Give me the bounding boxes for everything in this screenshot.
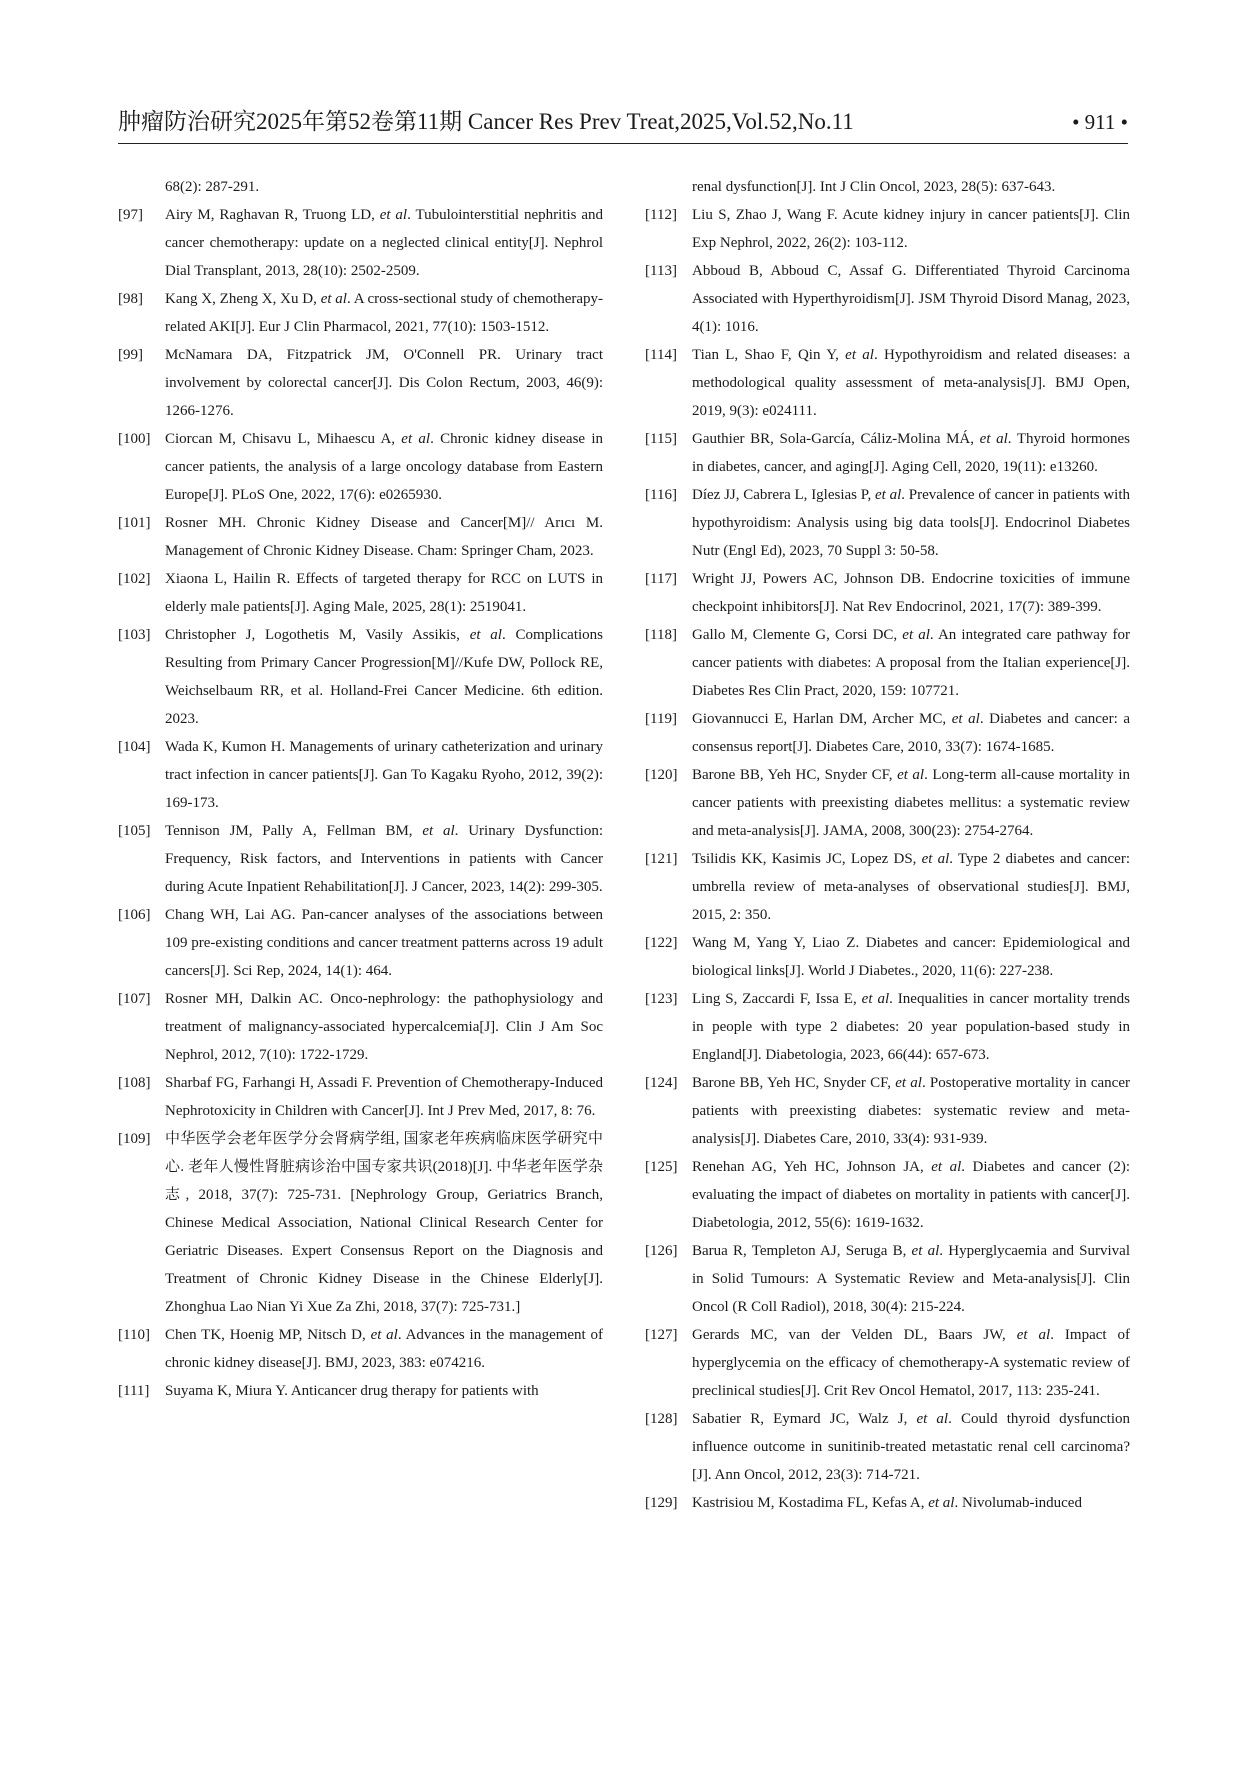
et-al-italic: et al <box>469 627 502 643</box>
reference-number: [109] <box>118 1131 151 1147</box>
reference-number: [128] <box>645 1411 678 1427</box>
reference-authors: Rosner MH, Dalkin AC. Onco-nephrology: the pathophysiology and treatment of malignancy-associated hypercalcemia[J]. Clin J Am Soc Nephrol, 2012, 7(10): 1722-1729. <box>165 991 603 1063</box>
reference-text <box>165 1321 603 1377</box>
reference-number: [124] <box>645 1075 678 1091</box>
et-al-italic: et al <box>931 1159 962 1175</box>
reference-authors: Sharbaf FG, Farhangi H, Assadi F. Prevention of Chemotherapy-Induced Nephrotoxicity in Children with Cancer[J]. Int J Prev Med, 2017, 8: 76. <box>165 1075 603 1119</box>
reference-entry <box>645 985 1130 1069</box>
reference-entry <box>645 481 1130 565</box>
reference-entry <box>118 425 603 509</box>
reference-authors: Chen TK, Hoenig MP, Nitsch D, <box>165 1327 371 1343</box>
running-header <box>118 107 1128 144</box>
reference-authors: Wada K, Kumon H. Managements of urinary catheterization and urinary tract infection in cancer patients[J]. Gan To Kagaku Ryoho, 2012, 39(2): 169-173. <box>165 739 603 811</box>
reference-authors: Ciorcan M, Chisavu L, Mihaescu A, <box>165 431 402 447</box>
et-al-italic: et al <box>928 1495 955 1511</box>
reference-authors: McNamara DA, Fitzpatrick JM, O'Connell PR. Urinary tract involvement by colorectal cancer[J]. Dis Colon Rectum, 2003, 46(9): 1266-1276. <box>165 347 603 419</box>
reference-number: [116] <box>645 487 677 503</box>
reference-text <box>692 929 1130 985</box>
reference-number: [115] <box>645 431 677 447</box>
et-al-italic: et al <box>921 851 950 867</box>
reference-number: [117] <box>645 571 677 587</box>
reference-details: . Chronic kidney disease in cancer patients, the analysis of a large oncology database from Eastern Europe[J]. PLoS One, 2022, 17(6): e0265930. <box>165 431 603 503</box>
reference-details: . Advances in the management of chronic kidney disease[J]. BMJ, 2023, 383: e074216. <box>165 1327 604 1371</box>
reference-authors: Wang M, Yang Y, Liao Z. Diabetes and cancer: Epidemiological and biological links[J]. World J Diabetes., 2020, 11(6): 227-238. <box>692 935 1130 979</box>
reference-authors: Gerards MC, van der Velden DL, Baars JW, <box>692 1327 1017 1343</box>
et-al-italic: et al <box>951 711 980 727</box>
reference-entry <box>118 1377 603 1405</box>
reference-details: . Diabetes and cancer (2): evaluating the impact of diabetes on mortality in patients with cancer[J]. Diabetologia, 2012, 55(6): 1619-1632. <box>692 1159 1131 1231</box>
reference-text <box>165 985 603 1069</box>
reference-authors: Rosner MH. Chronic Kidney Disease and Cancer[M]// Arıcı M. Management of Chronic Kidney Disease. Cham: Springer Cham, 2023. <box>165 515 603 559</box>
et-al-italic: et al <box>902 627 930 643</box>
reference-authors: Díez JJ, Cabrera L, Iglesias P, <box>692 487 875 503</box>
reference-details: . Complications Resulting from Primary Cancer Progression[M]//Kufe DW, Pollock RE, Weichselbaum RR, et al. Holland-Frei Cancer Medicine. 6th edition. 2023. <box>165 627 603 727</box>
reference-authors: Chang WH, Lai AG. Pan-cancer analyses of the associations between 109 pre-existing conditions and cancer treatment patterns across 19 adult cancers[J]. Sci Rep, 2024, 14(1): 464. <box>165 907 603 979</box>
reference-number: [111] <box>118 1383 150 1399</box>
reference-number: [126] <box>645 1243 678 1259</box>
reference-details: . Inequalities in cancer mortality trends in people with type 2 diabetes: 20 year population-based study in England[J]. Diabetologia, 2023, 66(44): 657-673. <box>692 991 1130 1063</box>
et-al-italic: et al <box>861 991 890 1007</box>
reference-details: . Thyroid hormones in diabetes, cancer, and aging[J]. Aging Cell, 2020, 19(11): e13260. <box>692 431 1130 475</box>
reference-text <box>692 985 1130 1069</box>
reference-text <box>165 1069 603 1125</box>
reference-details: . Could thyroid dysfunction influence outcome in sunitinib-treated metastatic renal cell carcinoma?[J]. Ann Oncol, 2012, 23(3): 714-721. <box>692 1411 1131 1483</box>
reference-entry <box>118 733 603 817</box>
et-al-italic: et al <box>379 207 408 223</box>
reference-details: . Impact of hyperglycemia on the efficacy of chemotherapy-A systematic review of preclinical studies[J]. Crit Rev Oncol Hematol, 2017, 113: 235-241. <box>692 1327 1131 1399</box>
reference-text <box>692 1069 1130 1153</box>
reference-entry <box>118 985 603 1069</box>
reference-entry <box>645 565 1130 621</box>
reference-number: [114] <box>645 347 677 363</box>
reference-text <box>692 845 1130 929</box>
reference-authors: Kastrisiou M, Kostadima FL, Kefas A, <box>692 1495 929 1511</box>
et-al-italic: et al <box>979 431 1008 447</box>
reference-text <box>165 201 603 285</box>
reference-authors: Tsilidis KK, Kasimis JC, Lopez DS, <box>692 851 922 867</box>
reference-text <box>165 901 603 985</box>
reference-authors: Suyama K, Miura Y. Anticancer drug therapy for patients with <box>165 1383 539 1399</box>
reference-text <box>165 509 603 565</box>
reference-authors: Liu S, Zhao J, Wang F. Acute kidney injury in cancer patients[J]. Clin Exp Nephrol, 2022, 26(2): 103-112. <box>692 207 1130 251</box>
et-al-italic: et al <box>897 767 925 783</box>
reference-details: . Hypothyroidism and related diseases: a methodological quality assessment of meta-analysis[J]. BMJ Open, 2019, 9(3): e024111. <box>692 347 1130 419</box>
reference-number: [105] <box>118 823 151 839</box>
reference-text <box>165 341 603 425</box>
reference-authors: Gauthier BR, Sola-García, Cáliz-Molina MÁ, <box>692 431 980 447</box>
reference-text <box>692 761 1130 845</box>
reference-entry <box>118 621 603 733</box>
reference-authors: Tian L, Shao F, Qin Y, <box>692 347 846 363</box>
reference-text <box>165 621 603 733</box>
reference-number: [103] <box>118 627 151 643</box>
reference-text <box>692 1321 1130 1405</box>
reference-text <box>692 1489 1130 1517</box>
reference-entry <box>645 1153 1130 1237</box>
reference-text <box>692 705 1130 761</box>
reference-text <box>692 201 1130 257</box>
reference-entry <box>645 425 1130 481</box>
reference-text <box>165 817 603 901</box>
reference-entry <box>645 845 1130 929</box>
reference-entry <box>118 509 603 565</box>
et-al-italic: et al <box>370 1327 398 1343</box>
reference-entry <box>645 1069 1130 1153</box>
reference-details: . Type 2 diabetes and cancer: umbrella review of meta-analyses of observational studies[J]. BMJ, 2015, 2: 350. <box>692 851 1130 923</box>
reference-details: . Nivolumab-induced <box>954 1495 1082 1511</box>
reference-continuation: 68(2): 287-291. <box>165 179 260 195</box>
reference-authors: Wright JJ, Powers AC, Johnson DB. Endocrine toxicities of immune checkpoint inhibitors[J]. Nat Rev Endocrinol, 2021, 17(7): 389-399. <box>692 571 1130 615</box>
reference-entry <box>118 1321 603 1377</box>
reference-text <box>165 1377 603 1405</box>
reference-text <box>692 425 1130 481</box>
reference-text <box>165 733 603 817</box>
reference-number: [99] <box>118 347 143 363</box>
reference-entry <box>118 901 603 985</box>
reference-number: [125] <box>645 1159 678 1175</box>
reference-entry <box>645 705 1130 761</box>
reference-number: [101] <box>118 515 151 531</box>
page-number: • 911 • <box>1072 110 1128 134</box>
reference-number: [102] <box>118 571 151 587</box>
reference-number: [129] <box>645 1495 678 1511</box>
reference-authors: 中华医学会老年医学分会肾病学组, 国家老年疾病临床医学研究中心. 老年人慢性肾脏病诊治中国专家共识(2018)[J]. 中华老年医学杂志, 2018, 37(7): 725-731. [Nephrology Group, Geriatrics Branch, Chinese Medical Association, National Clinical Research Center for Geriatric Diseases. Expert Consensus Report on the Diagnosis and Treatment of Chronic Kidney Disease in the Chinese Elderly[J]. Zhonghua Lao Nian Yi Xue Za Zhi, 2018, 37(7): 725-731.] <box>165 1131 603 1315</box>
et-al-italic: et al <box>1016 1327 1051 1343</box>
reference-details: . Hyperglycaemia and Survival in Solid Tumours: A Systematic Review and Meta-analysis[J]. Clin Oncol (R Coll Radiol), 2018, 30(4): 215-224. <box>692 1243 1131 1315</box>
reference-authors: Ling S, Zaccardi F, Issa E, <box>692 991 862 1007</box>
reference-text <box>165 285 603 341</box>
reference-entry <box>645 1237 1130 1321</box>
et-al-italic: et al <box>401 431 431 447</box>
reference-entry <box>645 201 1130 257</box>
reference-number: [113] <box>645 263 677 279</box>
references-left-column <box>118 173 603 1405</box>
et-al-italic: et al <box>320 291 347 307</box>
reference-authors: Renehan AG, Yeh HC, Johnson JA, <box>692 1159 932 1175</box>
reference-number: [110] <box>118 1327 150 1343</box>
reference-authors: Barone BB, Yeh HC, Snyder CF, <box>692 767 898 783</box>
reference-number: [127] <box>645 1327 678 1343</box>
reference-authors: Kang X, Zheng X, Xu D, <box>165 291 321 307</box>
reference-text <box>692 1237 1130 1321</box>
reference-text <box>692 341 1130 425</box>
reference-text <box>165 1125 603 1321</box>
reference-details: . Postoperative mortality in cancer patients with preexisting diabetes: systematic review and meta-analysis[J]. Diabetes Care, 2010, 33(4): 931-939. <box>692 1075 1130 1147</box>
reference-text <box>692 565 1130 621</box>
reference-number: [120] <box>645 767 678 783</box>
reference-details: . An integrated care pathway for cancer patients with diabetes: A proposal from the Italian experience[J]. Diabetes Res Clin Pract, 2020, 159: 107721. <box>692 627 1130 699</box>
reference-text <box>692 621 1130 705</box>
reference-entry <box>645 1321 1130 1405</box>
reference-authors: Christopher J, Logothetis M, Vasily Assikis, <box>165 627 470 643</box>
reference-entry <box>118 285 603 341</box>
reference-authors: Airy M, Raghavan R, Truong LD, <box>165 207 380 223</box>
reference-text <box>692 481 1130 565</box>
reference-number: [121] <box>645 851 678 867</box>
reference-details: . Tubulointerstitial nephritis and cancer chemotherapy: update on a neglected clinical entity[J]. Nephrol Dial Transplant, 2013, 28(10): 2502-2509. <box>165 207 603 279</box>
reference-continuation: renal dysfunction[J]. Int J Clin Oncol, 2023, 28(5): 637-643. <box>692 179 1056 195</box>
reference-authors: Gallo M, Clemente G, Corsi DC, <box>692 627 903 643</box>
reference-authors: Barua R, Templeton AJ, Seruga B, <box>692 1243 912 1259</box>
reference-entry <box>645 761 1130 845</box>
reference-number: [107] <box>118 991 151 1007</box>
et-al-italic: et al <box>911 1243 940 1259</box>
et-al-italic: et al <box>874 487 902 503</box>
reference-text <box>692 257 1130 341</box>
reference-number: [98] <box>118 291 143 307</box>
reference-authors: Abboud B, Abboud C, Assaf G. Differentiated Thyroid Carcinoma Associated with Hyperthyroidism[J]. JSM Thyroid Disord Manag, 2023, 4(1): 1016. <box>692 263 1130 335</box>
reference-text <box>165 565 603 621</box>
reference-entry <box>118 565 603 621</box>
reference-number: [106] <box>118 907 151 923</box>
reference-number: [112] <box>645 207 677 223</box>
reference-details: . A cross-sectional study of chemotherapy-related AKI[J]. Eur J Clin Pharmacol, 2021, 77(10): 1503-1512. <box>165 291 603 335</box>
reference-number: [119] <box>645 711 677 727</box>
reference-entry <box>645 1405 1130 1489</box>
reference-text <box>692 1405 1130 1489</box>
reference-details: . Diabetes and cancer: a consensus report[J]. Diabetes Care, 2010, 33(7): 1674-1685. <box>692 711 1131 755</box>
reference-entry <box>645 929 1130 985</box>
reference-number: [104] <box>118 739 151 755</box>
et-al-italic: et al <box>895 1075 922 1091</box>
reference-details: . Long-term all-cause mortality in cancer patients with preexisting diabetes mellitus: a systematic review and meta-analysis[J]. JAMA, 2008, 300(23): 2754-2764. <box>692 767 1130 839</box>
reference-authors: Tennison JM, Pally A, Fellman BM, <box>165 823 423 839</box>
reference-authors: Xiaona L, Hailin R. Effects of targeted therapy for RCC on LUTS in elderly male patients[J]. Aging Male, 2025, 28(1): 2519041. <box>165 571 603 615</box>
reference-entry <box>118 341 603 425</box>
reference-entry <box>645 341 1130 425</box>
reference-entry <box>118 201 603 285</box>
references-right-column <box>645 173 1130 1517</box>
reference-details: . Prevalence of cancer in patients with hypothyroidism: Analysis using big data tools[J]. Endocrinol Diabetes Nutr (Engl Ed), 2023, 70 Suppl 3: 50-58. <box>692 487 1131 559</box>
reference-authors: Giovannucci E, Harlan DM, Archer MC, <box>692 711 952 727</box>
reference-number: [122] <box>645 935 678 951</box>
reference-entry <box>118 1069 603 1125</box>
reference-number: [108] <box>118 1075 151 1091</box>
et-al-italic: et al <box>422 823 455 839</box>
journal-header-title: 肿瘤防治研究2025年第52卷第11期 Cancer Res Prev Treat,2025,Vol.52,No.11 <box>118 109 854 134</box>
reference-number: [123] <box>645 991 678 1007</box>
reference-number: [100] <box>118 431 151 447</box>
et-al-italic: et al <box>916 1411 949 1427</box>
et-al-italic: et al <box>845 347 874 363</box>
reference-entry <box>645 1489 1130 1517</box>
reference-text <box>692 1153 1130 1237</box>
reference-text <box>165 425 603 509</box>
reference-details: . Urinary Dysfunction: Frequency, Risk factors, and Interventions in patients with Cancer during Acute Inpatient Rehabilitation[J]. J Cancer, 2023, 14(2): 299-305. <box>165 823 603 895</box>
reference-number: [97] <box>118 207 143 223</box>
reference-entry <box>645 621 1130 705</box>
reference-authors: Barone BB, Yeh HC, Snyder CF, <box>692 1075 896 1091</box>
reference-entry <box>645 257 1130 341</box>
reference-entry <box>118 1125 603 1321</box>
reference-number: [118] <box>645 627 677 643</box>
reference-entry <box>118 817 603 901</box>
reference-authors: Sabatier R, Eymard JC, Walz J, <box>692 1411 917 1427</box>
